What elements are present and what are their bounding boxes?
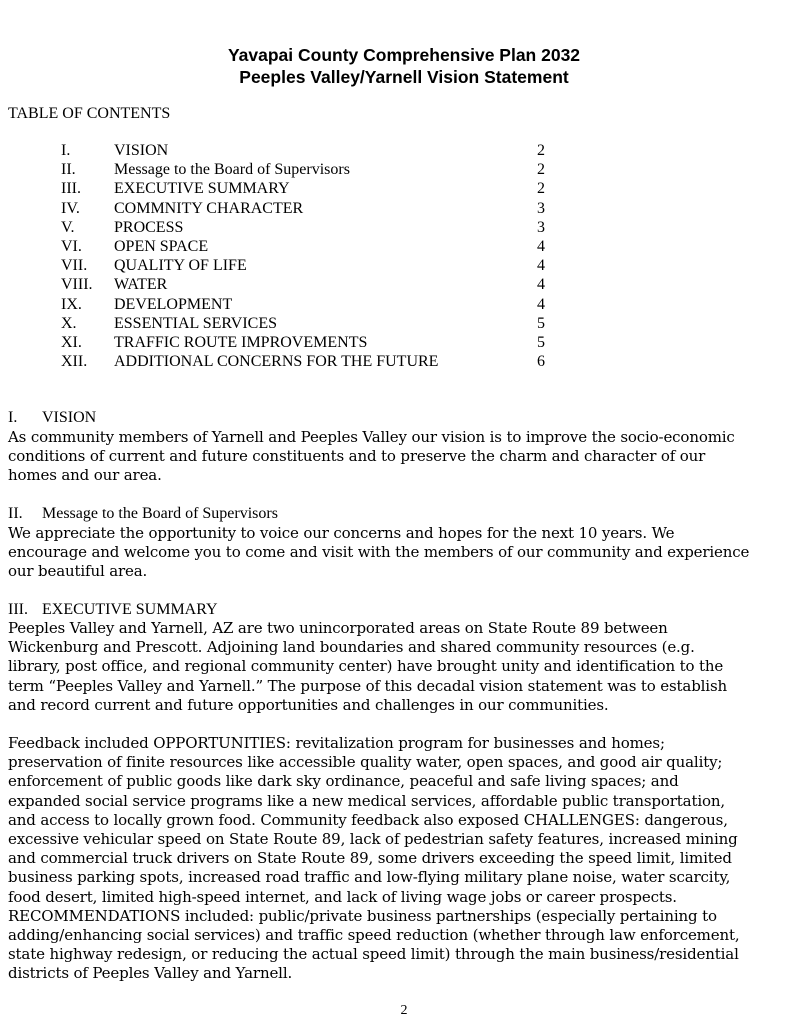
page-number: 2 — [400, 1003, 408, 1018]
section-number: II. — [8, 505, 23, 522]
toc-item-page: 5 — [537, 314, 545, 332]
toc-item — [0, 295, 808, 314]
toc-item-page: 2 — [537, 161, 545, 179]
section-number: I. — [8, 409, 18, 426]
toc-item — [0, 314, 808, 333]
toc-item-label: ADDITIONAL CONCERNS FOR THE FUTURE — [114, 353, 439, 371]
toc-item — [0, 256, 808, 275]
toc-item-label: TRAFFIC ROUTE IMPROVEMENTS — [114, 333, 368, 351]
section-body-message: We appreciate the opportunity to voice our concerns and hopes for the next 10 years. We encourage and welcome you to come and visit with the members of our community and experience our beautiful area. — [8, 524, 750, 581]
toc-item-page: 3 — [537, 218, 545, 236]
toc-item-label: EXECUTIVE SUMMARY — [114, 180, 290, 198]
section-body-summary-paragraph-1: Peeples Valley and Yarnell, AZ are two unincorporated areas on State Route 89 between Wickenburg and Prescott. Adjoining land boundaries and shared community resources (e.g. library, post office, and regional community center) have brought unity and identification to the term “Peeples Valley and Yarnell.” The purpose of this decadal vision statement was to establish and record current and future opportunities and challenges in our communities. — [8, 619, 728, 714]
toc-item-page: 2 — [537, 180, 545, 198]
toc-item-page: 4 — [537, 257, 545, 275]
section-title: VISION — [42, 409, 97, 426]
toc-item-page: 2 — [537, 142, 545, 159]
toc-item-number: IX. — [61, 295, 82, 313]
toc-item-number: XII. — [61, 353, 88, 371]
toc-item — [0, 333, 808, 352]
section-heading-vision — [8, 408, 96, 427]
toc-item-label: VISION — [114, 142, 169, 159]
toc-item — [0, 199, 808, 218]
toc-item-number: I. — [61, 142, 71, 159]
toc-item-number: VII. — [61, 257, 88, 275]
toc-item-number: V. — [61, 218, 75, 236]
toc-item-label: WATER — [114, 276, 168, 294]
toc-item-label: COMMNITY CHARACTER — [114, 199, 304, 217]
toc-item — [0, 141, 808, 160]
toc-item-page: 5 — [537, 333, 545, 351]
toc-item-page: 3 — [537, 199, 545, 217]
toc-item-label: Message to the Board of Supervisors — [114, 161, 350, 179]
toc-item — [0, 179, 808, 198]
toc-item-number: III. — [61, 180, 81, 198]
toc-item — [0, 218, 808, 237]
toc-item-label: ESSENTIAL SERVICES — [114, 314, 278, 332]
toc-item-number: XI. — [61, 333, 82, 351]
section-title: EXECUTIVE SUMMARY — [42, 601, 218, 618]
section-body-summary-paragraph-2: Feedback included OPPORTUNITIES: revitalization program for businesses and homes; preservation of finite resources like accessible quality water, open spaces, and good air quality; enforcement of public goods like dark sky ordinance, peaceful and safe living spaces; and expanded social service programs like a new medical services, affordable public transportation, and access to locally grown food. Community feedback also exposed CHALLENGES: dangerous, excessive vehicular speed on State Route 89, lack of pedestrian safety features, increased mining and commercial truck drivers on State Route 89, some drivers exceeding the speed limit, limited business parking spots, increased road traffic and low-flying military plane noise, water scarcity, food desert, limited high-speed internet, and lack of living wage jobs or career prospects. RECOMMENDATIONS included: public/private business partnerships (especially pertaining to adding/enhancing social services) and traffic speed reduction (whether through law enforcement, state highway redesign, or reducing the actual speed limit) through the main business/residential districts of Peeples Valley and Yarnell. — [8, 734, 740, 983]
toc-item-label: QUALITY OF LIFE — [114, 257, 247, 275]
section-heading-executive-summary — [8, 600, 218, 619]
toc-item-page: 4 — [537, 237, 545, 255]
toc-item-number: IV. — [61, 199, 80, 217]
section-title: Message to the Board of Supervisors — [42, 505, 278, 522]
toc-item — [0, 160, 808, 179]
toc-item — [0, 275, 808, 294]
document-title-line1: Yavapai County Comprehensive Plan 2032 — [227, 45, 581, 65]
section-heading-message — [8, 504, 278, 523]
toc-item — [0, 352, 808, 371]
toc-item-label: PROCESS — [114, 218, 184, 236]
toc-item-number: II. — [61, 161, 76, 179]
toc-item-page: 4 — [537, 276, 545, 294]
toc-item — [0, 237, 808, 256]
toc-item-page: 6 — [537, 353, 545, 371]
toc-item-number: VI. — [61, 237, 82, 255]
section-number: III. — [8, 601, 28, 618]
section-body-vision: As community members of Yarnell and Peeples Valley our vision is to improve the socio-economic conditions of current and future constituents and to preserve the charm and character of our homes and our area. — [8, 428, 735, 485]
toc-item-label: OPEN SPACE — [114, 237, 209, 255]
document-title-line2: Peeples Valley/Yarnell Vision Statement — [239, 67, 569, 87]
toc-item-label: DEVELOPMENT — [114, 295, 233, 313]
toc-item-number: VIII. — [61, 276, 93, 294]
toc-heading: TABLE OF CONTENTS — [8, 105, 171, 122]
toc-item-page: 4 — [537, 295, 545, 313]
toc-item-number: X. — [61, 314, 77, 332]
table-of-contents — [0, 141, 808, 371]
